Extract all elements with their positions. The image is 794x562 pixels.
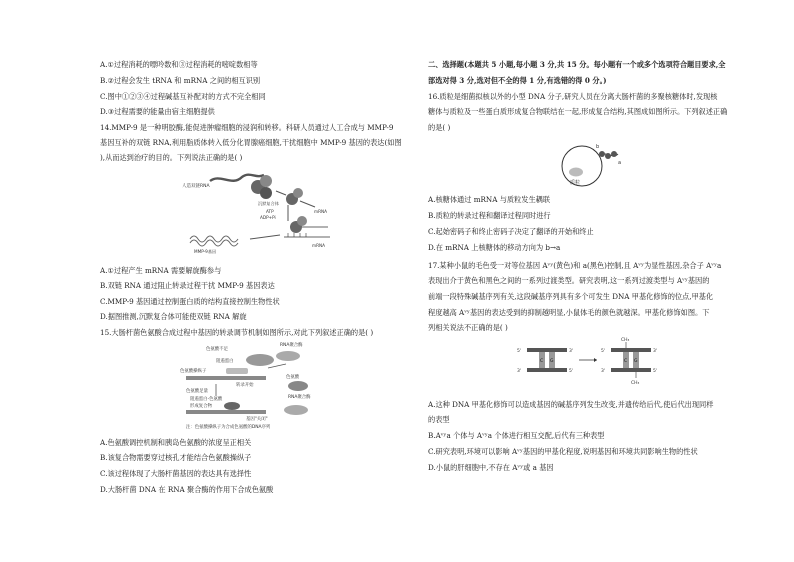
q16-stem-line1: 16.质粒是细菌拟核以外的小型 DNA 分子,研究人员在分离大肠杆菌的多聚核糖体时,发现核 <box>428 92 718 101</box>
q14-stem-line2: 基因互补的双链 RNA,利用脂质体转入低分化胃腺癌细胞,干扰细胞中 MMP-9 基因的表达(如图 <box>100 138 402 147</box>
q14-option-c: C.MMP-9 基因通过控制蛋白质的结构直接控制生物性状 <box>100 297 280 306</box>
dsrna-label: 人造双链RNA <box>182 184 210 189</box>
dna-strand-top <box>527 348 567 352</box>
q14-figure <box>180 165 340 257</box>
arrow <box>268 364 286 368</box>
methyl-group-label: CH₃ <box>621 338 630 343</box>
operon-dna-bar-2 <box>186 410 266 414</box>
rna-polymerase-shape-2 <box>284 405 308 415</box>
q16-option-a: A.核糖体通过 mRNA 与质粒发生耦联 <box>428 195 551 204</box>
label-b: b <box>596 144 600 150</box>
q15-option-d: D.大肠杆菌 DNA 在 RNA 聚合酶的作用下合成色氨酸 <box>100 485 274 494</box>
plasmid-circle <box>562 146 602 186</box>
figure-note: 注：色氨酸操纵子为合成色氨酸的DNA序列 <box>186 425 271 430</box>
q17-option-a-line2: 的表型 <box>428 415 450 424</box>
q17-stem-line2: 表现出介于黄色和黑色之间的一系列过渡类型。研究表明,这一系列过渡类型与 Aᵛʸ基因的 <box>428 276 710 285</box>
complex-label: 阻遏蛋白-色氨酸 <box>190 397 223 402</box>
base-g-label: G <box>634 359 638 364</box>
rna-polymerase-label: RNA聚合酶 <box>280 343 303 348</box>
silencing-complex-blob <box>260 187 272 199</box>
q16-option-b: B.质粒的转录过程和翻译过程同时进行 <box>428 211 551 220</box>
q15-option-b: B.该复合物需要穿过核孔才能结合色氨酸操纵子 <box>100 453 252 462</box>
arrow <box>250 235 280 239</box>
base-c-label: C <box>540 359 544 364</box>
three-prime-label: 3' <box>569 349 574 354</box>
q14-option-b: B.双链 RNA 通过阻止转录过程干扰 MMP-9 基因表达 <box>100 281 275 290</box>
base-g-label: G <box>550 359 554 364</box>
three-prime-label: 3' <box>601 369 606 374</box>
q16-stem-line2: 糖体与质粒及一些蛋白质形成复合物联结在一起,形成复合结构,其图成如图所示。下列叙述正确 <box>428 107 728 116</box>
q15-figure <box>176 338 346 430</box>
q14-stem-line3: ),从而达到治疗的目的。下列说法正确的是( ) <box>100 153 243 162</box>
q16-stem-line3: 的是( ) <box>428 123 451 132</box>
q16-option-d: D.在 mRNA 上核糖体的移动方向为 b→a <box>428 243 561 252</box>
five-prime-label: 5' <box>517 349 522 354</box>
mmp9-gene-dna <box>190 240 238 246</box>
mmp9-gene-label: MMP-9基因 <box>194 249 217 254</box>
rna-polymerase-shape <box>246 354 274 366</box>
q13-option-a: A.①过程消耗的嘌呤数和③过程消耗的嘧啶数相等 <box>100 60 258 69</box>
q17-stem-line3: 前端一段特殊碱基序列有关,这段碱基序列具有多个可发生 DNA 甲基化修饰的位点,甲基化 <box>428 292 714 301</box>
three-prime-label: 3' <box>653 349 658 354</box>
form-complex-label: 形成复合物 <box>190 404 212 409</box>
q17-stem-line5: 列相关说法不正确的是( ) <box>428 323 508 332</box>
q13-option-c: C.图中①②③④过程碱基互补配对的方式不完全相同 <box>100 92 266 101</box>
atp-label: ATP <box>266 209 274 214</box>
operator-region <box>226 368 248 374</box>
five-prime-label: 5' <box>601 349 606 354</box>
ribosome <box>611 151 617 157</box>
q15-option-a: A.色氨酸调控机制和胰岛色氨酸的浓度呈正相关 <box>100 438 252 447</box>
q17-option-c: C.研究表明,环境可以影响 Aᵛʸ基因的甲基化程度,说明基因和环境共同影响生物的性状 <box>428 447 698 456</box>
q13-option-b: B.②过程会发生 tRNA 和 mRNA 之间的相互识别 <box>100 76 261 85</box>
gene-off-label: 基因"关闭" <box>246 417 268 422</box>
dna-strand-top-methylated <box>611 348 651 352</box>
q13-option-d: D.③过程需要的能量由宿主细胞提供 <box>100 107 215 116</box>
arrow <box>276 191 286 195</box>
repressor-label: 阻遏蛋白 <box>216 359 234 364</box>
section-header-line1: 二、选择题(本题共 5 小题,每小题 3 分,共 15 分。每小题有一个或多个选项符合题目要求,全 <box>428 60 726 69</box>
q17-figure <box>515 334 665 386</box>
rna-polymerase-label-2: RNA聚合酶 <box>288 395 311 400</box>
silencing-complex-blob <box>260 175 272 187</box>
q17-option-b: B.Aᵛʸa 个体与 Aᵛʸa 个体进行相互交配,后代有三种表型 <box>428 431 605 440</box>
label-a: a <box>618 160 622 166</box>
q16-figure <box>556 140 626 190</box>
plasmid-label: 质粒 <box>570 180 581 186</box>
low-trp-label: 色氨酸不足 <box>206 347 228 352</box>
trp-label: 色氨酸 <box>286 375 300 380</box>
q14-option-a: A.①过程产生 mRNA 需要解旋酶参与 <box>100 266 222 275</box>
q15-option-c: C.该过程体现了大肠杆菌基因的表达具有选择性 <box>100 469 252 478</box>
base-c-label: C <box>624 359 628 364</box>
operon-dna-bar <box>186 376 266 380</box>
rna-polymerase-shape <box>276 351 300 361</box>
q17-option-d: D.小鼠的肝细胞中,不存在 Aᵛʸ或 a 基因 <box>428 463 554 472</box>
dsrna-strand <box>210 175 264 181</box>
five-prime-label: 5' <box>653 369 658 374</box>
q17-option-a-line1: A.这种 DNA 甲基化修饰可以造成基因的碱基序列发生改变,并遗传给后代,使后代出现同样 <box>428 400 714 409</box>
silencing-complex-blob <box>293 188 303 198</box>
repressor-complex-shape <box>224 402 240 410</box>
q17-stem-line4: 程度越高 Aᵛʸ基因的表达受到的抑制越明显,小鼠体毛的颜色就越深。甲基化修饰如图。下 <box>428 308 710 317</box>
plasmid-blob <box>569 168 583 177</box>
q14-option-d: D.据图推测,沉默复合体可能使双链 RNA 解旋 <box>100 312 247 321</box>
transcription-start-label: 转录开始 <box>236 383 254 388</box>
dna-strand-bottom <box>527 368 567 372</box>
methyl-group-label-2: CH₃ <box>631 381 640 386</box>
q17-stem-line1: 17.某种小鼠的毛色受一对等位基因 Aᵛʸ(黄色)和 a(黑色)控制,且 Aᵛʸ为显性基因,杂合子 Aᵛʸa <box>428 261 722 270</box>
mrna-label: mRNA <box>314 209 327 214</box>
silencing-complex-label: 沉默复合体 <box>258 201 279 206</box>
ribosome <box>605 153 611 159</box>
q14-stem-line1: 14.MMP-9 是一种明胶酶,能促进肿瘤细胞的浸润和转移。科研人员通过人工合成与 MMP-9 <box>100 123 394 132</box>
five-prime-label: 5' <box>569 369 574 374</box>
ribosome <box>599 151 605 157</box>
arrow <box>300 201 315 207</box>
q16-option-c: C.起始密码子和终止密码子决定了翻译的开始和终止 <box>428 227 594 236</box>
enzyme-shape <box>288 381 308 391</box>
mrna-label-2: mRNA <box>312 243 325 248</box>
q15-stem: 15.大肠杆菌色氨酸合成过程中基因的转录调节机制如图所示,对此下列叙述正确的是( ) <box>100 328 374 337</box>
dna-strand-bottom-methylated <box>611 368 651 372</box>
section-header-line2: 部选对得 3 分,选对但不全的得 1 分,有选错的得 0 分。) <box>428 76 607 85</box>
silencing-complex-blob <box>297 216 307 226</box>
three-prime-label: 3' <box>517 369 522 374</box>
high-trp-label: 色氨酸足量 <box>186 389 208 394</box>
mmp9-gene-dna <box>190 236 238 242</box>
adp-label: ADP+Pi <box>260 215 276 220</box>
trp-operon-label: 色氨酸操纵子 <box>180 369 207 374</box>
